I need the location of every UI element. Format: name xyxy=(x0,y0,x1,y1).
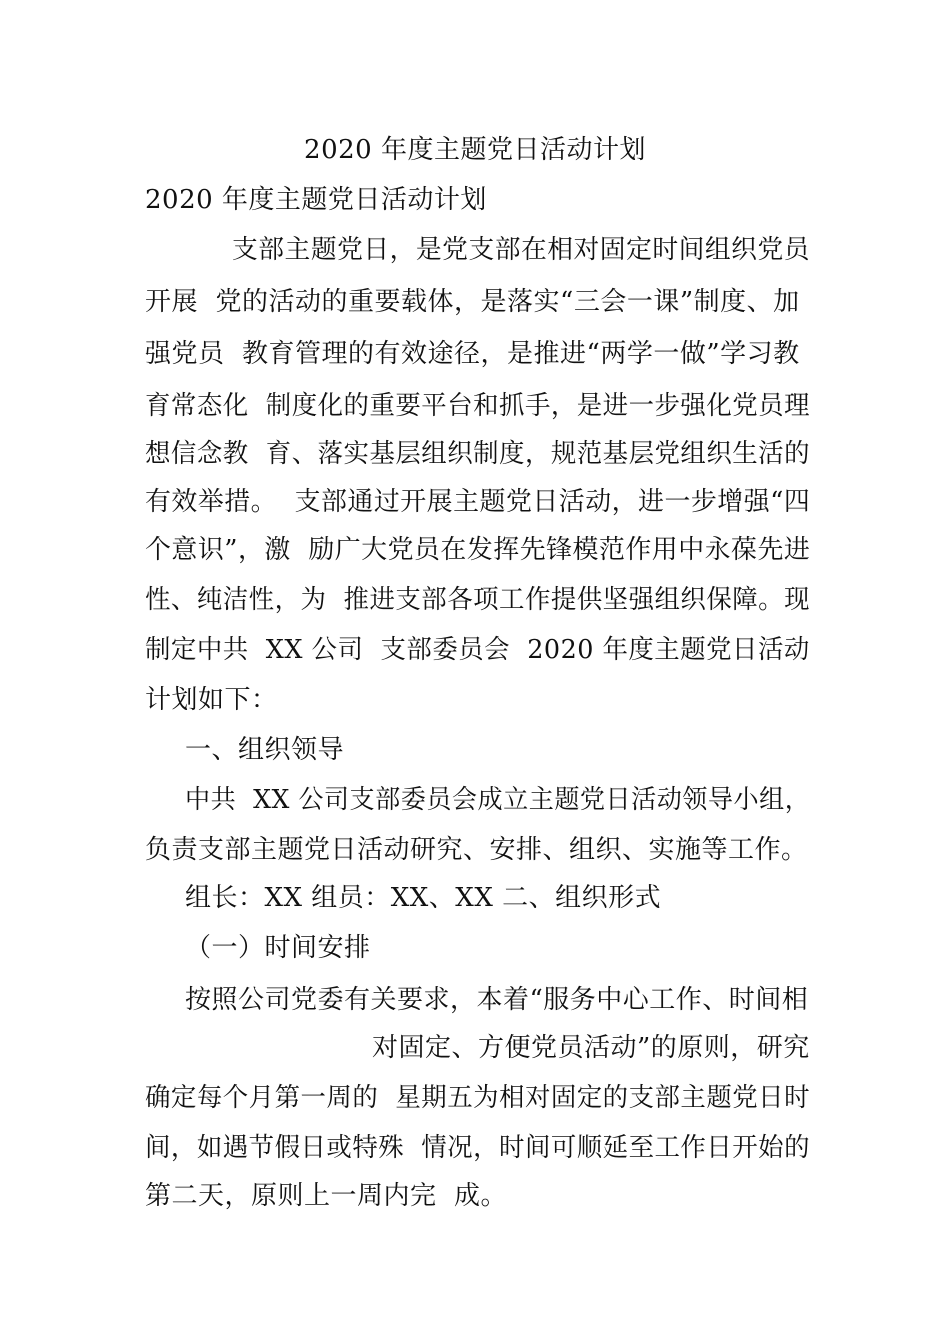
intro-line: 支部主题党日，是党支部在相对固定时间组织党员 xyxy=(232,235,811,265)
document-subtitle: 2020 年度主题党日活动计划 xyxy=(145,185,487,215)
subsection-line: 间，如遇节假日或特殊 情况，时间可顺延至工作日开始的 xyxy=(145,1133,811,1163)
subsection-line: 对固定、方便党员活动”的原则，研究 xyxy=(372,1033,810,1063)
subsection-heading: （一）时间安排 xyxy=(185,933,371,963)
document-title: 2020 年度主题党日活动计划 xyxy=(304,135,646,165)
members-line: 组长：XX 组员：XX、XX 二、组织形式 xyxy=(185,883,662,913)
subsection-line: 确定每个月第一周的 星期五为相对固定的支部主题党日时 xyxy=(145,1083,811,1113)
intro-line: 有效举措。 支部通过开展主题党日活动，进一步增强“四 xyxy=(145,487,811,517)
section-heading: 一、组织领导 xyxy=(185,735,345,765)
subsection-line: 按照公司党委有关要求，本着“服务中心工作、时间相 xyxy=(185,985,809,1015)
intro-line: 育常态化 制度化的重要平台和抓手，是进一步强化党员理 xyxy=(145,391,811,421)
intro-line: 性、纯洁性，为 推进支部各项工作提供坚强组织保障。现 xyxy=(145,585,811,615)
intro-line: 制定中共 XX 公司 支部委员会 2020 年度主题党日活动 xyxy=(145,635,810,665)
intro-line: 开展 党的活动的重要载体，是落实“三会一课”制度、加 xyxy=(145,287,800,317)
section-line: 中共 XX 公司支部委员会成立主题党日活动领导小组， xyxy=(185,785,811,815)
subsection-line: 第二天，原则上一周内完 成。 xyxy=(145,1181,508,1211)
intro-line: 个意识”，激 励广大党员在发挥先锋模范作用中永葆先进 xyxy=(145,535,811,565)
intro-line: 计划如下： xyxy=(145,685,278,715)
intro-line: 强党员 教育管理的有效途径，是推进“两学一做”学习教 xyxy=(145,339,800,369)
section-line: 负责支部主题党日活动研究、安排、组织、实施等工作。 xyxy=(145,835,808,865)
intro-line: 想信念教 育、落实基层组织制度，规范基层党组织生活的 xyxy=(145,439,811,469)
